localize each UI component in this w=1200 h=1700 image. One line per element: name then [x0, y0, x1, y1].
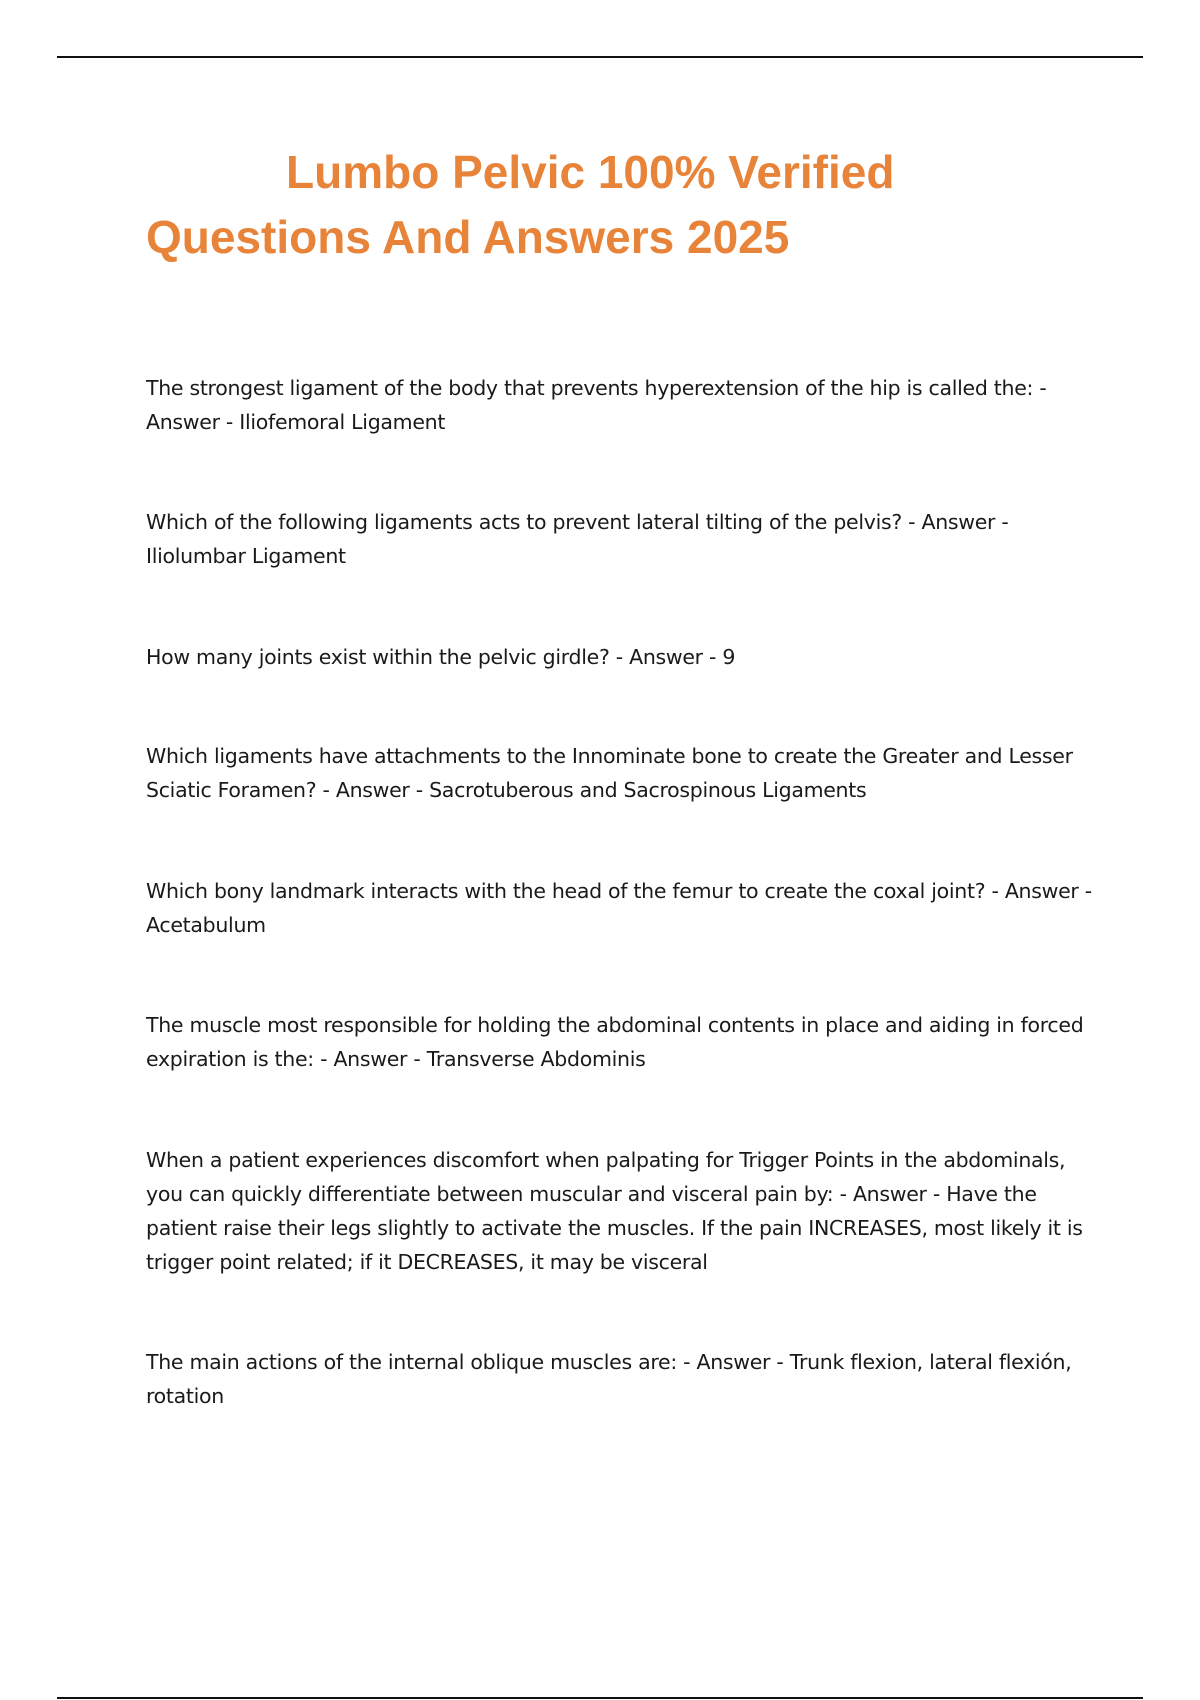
- qa-item-6: [146, 1008, 1096, 1076]
- title-line-2: Questions And Answers 2025: [146, 211, 790, 263]
- qa-item-5: [146, 874, 1096, 942]
- answer-label: Answer -: [629, 645, 717, 669]
- question-text: The main actions of the internal oblique muscles are: -: [146, 1350, 691, 1374]
- question-text: The strongest ligament of the body that prevents hyperextension of the hip is called the: -: [146, 376, 1047, 400]
- answer-text: Acetabulum: [146, 913, 266, 937]
- answer-text: Have the patient raise their legs slightly to activate the muscles. If the pain INCREASES, most likely it is trigger point related; if it DECREASES, it may be visceral: [146, 1182, 1083, 1274]
- top-rule: [57, 56, 1143, 58]
- question-text: When a patient experiences discomfort when palpating for Trigger Points in the abdominals, you can quickly differentiate between muscular and visceral pain by: -: [146, 1148, 1066, 1206]
- answer-label: Answer -: [852, 1182, 940, 1206]
- qa-item-7: [146, 1143, 1096, 1279]
- question-text: Which bony landmark interacts with the head of the femur to create the coxal joint? -: [146, 879, 999, 903]
- qa-item-1: [146, 371, 1096, 439]
- answer-text: Sacrotuberous and Sacrospinous Ligaments: [429, 778, 867, 802]
- answer-label: Answer -: [146, 410, 234, 434]
- bottom-rule: [57, 1697, 1143, 1699]
- answer-label: Answer -: [921, 510, 1009, 534]
- answer-label: Answer -: [1004, 879, 1092, 903]
- answer-text: Transverse Abdominis: [426, 1047, 646, 1071]
- qa-item-3: [146, 640, 1096, 674]
- question-text: The muscle most responsible for holding the abdominal contents in place and aiding in forced expiration is the: -: [146, 1013, 1084, 1071]
- document-title: [146, 140, 1046, 270]
- answer-label: Answer -: [333, 1047, 421, 1071]
- answer-label: Answer -: [335, 778, 423, 802]
- title-line-1: Lumbo Pelvic 100% Verified: [286, 146, 895, 198]
- answer-text: Trunk flexion, lateral flexión, rotation: [146, 1350, 1072, 1408]
- answer-text: 9: [722, 645, 736, 669]
- answer-text: Iliofemoral Ligament: [239, 410, 446, 434]
- qa-item-8: [146, 1345, 1096, 1413]
- qa-item-2: [146, 505, 1096, 573]
- question-text: Which ligaments have attachments to the Innominate bone to create the Greater and Lesser Sciatic Foramen? -: [146, 744, 1073, 802]
- question-text: Which of the following ligaments acts to prevent lateral tilting of the pelvis? -: [146, 510, 916, 534]
- answer-label: Answer -: [696, 1350, 784, 1374]
- question-text: How many joints exist within the pelvic girdle? -: [146, 645, 623, 669]
- qa-item-4: [146, 739, 1096, 807]
- answer-text: Iliolumbar Ligament: [146, 544, 346, 568]
